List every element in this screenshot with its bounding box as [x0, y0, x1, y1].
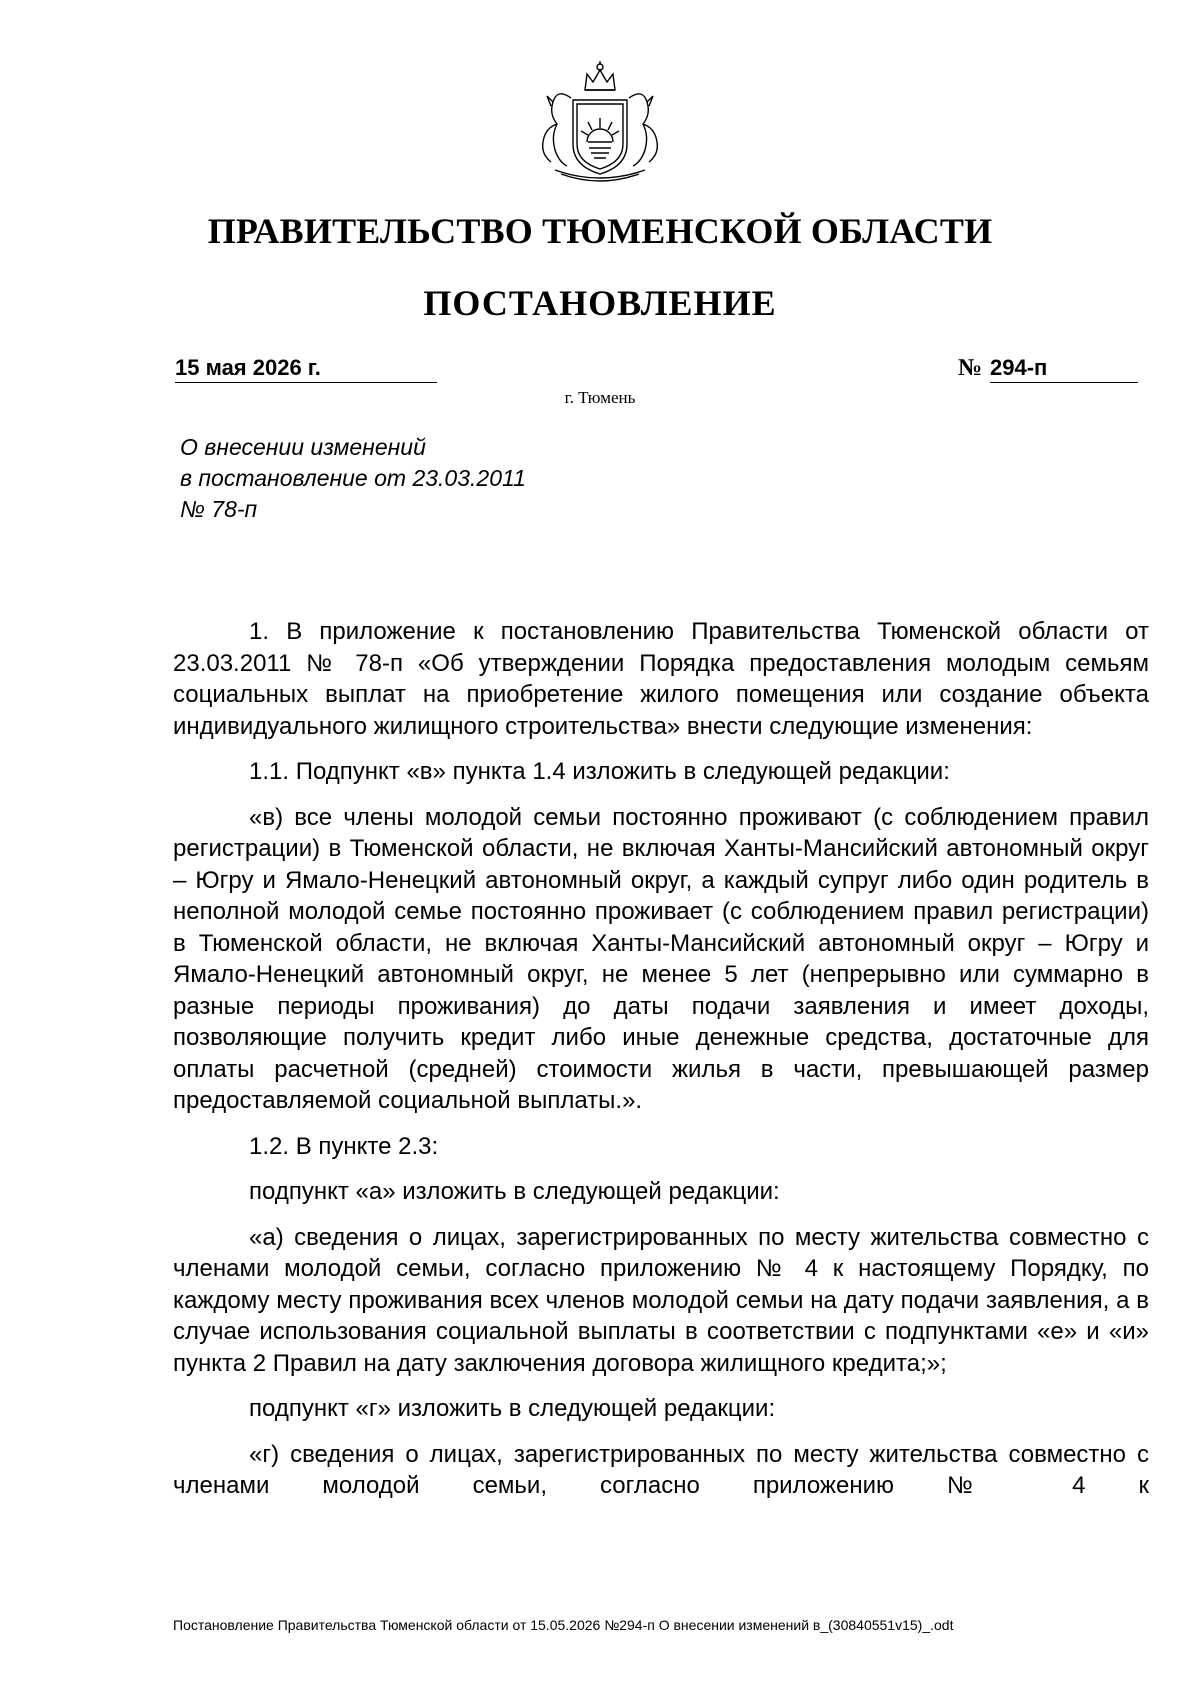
number-label: № [958, 355, 983, 381]
subject-line: в постановление от 23.03.2011 [180, 465, 526, 491]
body-paragraph: подпункт «а» изложить в следующей редакции: [249, 1178, 780, 1205]
body-paragraph: 1.1. Подпункт «в» пункта 1.4 изложить в следующей редакции: [249, 758, 950, 785]
body-paragraph: 1.2. В пункте 2.3: [249, 1132, 439, 1160]
coat-of-arms-icon [515, 58, 685, 188]
subject-line: № 78-п [180, 496, 258, 522]
organization-title: ПРАВИТЕЛЬСТВО ТЮМЕНСКОЙ ОБЛАСТИ [207, 211, 993, 251]
document-type: ПОСТАНОВЛЕНИЕ [423, 283, 777, 323]
body-paragraph: «а) сведения о лицах, зарегистрированных по месту жительства совместно с членами молодой семьи, согласно приложению № 4 к настоящему Порядку, по каждому месту проживания всех членов молодой семьи на дату подачи заявления, а в случае использования социальной выплаты в соответствии с подпунктами «е» и «и» пункта 2 Правил на дату заключения договора жилищного кредита;»; [173, 1223, 1149, 1377]
document-body [173, 616, 1149, 1502]
body-paragraph: «в) все члены молодой семьи постоянно проживают (с соблюдением правил регистрации) в Тюменской области, не включая Ханты-Мансийский автономный округ – Югру и Ямало-Ненецкий автономный округ, а каждый супруг либо один родитель в неполной молодой семье постоянно проживает (с соблюдением правил регистрации) в Тюменской области, не включая Ханты-Мансийский автономный округ – Югру и Ямало-Ненецкий автономный округ, не менее 5 лет (непрерывно или суммарно в разные периоды проживания) до даты подачи заявления и имеет доходы, позволяющие получить кредит либо иные денежные средства, достаточные для оплаты расчетной (средней) стоимости жилья в части, превышающей размер предоставляемой социальной выплаты.». [173, 803, 1149, 1114]
body-paragraph: 1. В приложение к постановлению Правительства Тюменской области от 23.03.2011 № 78-п «Об утверждении Порядка предоставления молодым семьям социальных выплат на приобретение жилого помещения или создание объекта индивидуального жилищного строительства» внести следующие изменения: [173, 618, 1149, 740]
document-date: 15 мая 2026 г. [175, 355, 437, 383]
subject-line: О внесении изменений [180, 434, 426, 460]
document-subject [180, 432, 526, 525]
document-city: г. Тюмень [564, 388, 636, 407]
body-paragraph: «г) сведения о лицах, зарегистрированных по месту жительства совместно с членами молодой семьи, согласно приложению № 4 к [173, 1440, 1149, 1499]
page-footer: Постановление Правительства Тюменской области от 15.05.2026 №294-п О внесении изменений в_(30840551v15)_.odt [173, 1617, 954, 1633]
document-number: 294-п [990, 355, 1138, 383]
body-paragraph: подпункт «г» изложить в следующей редакции: [249, 1395, 776, 1422]
